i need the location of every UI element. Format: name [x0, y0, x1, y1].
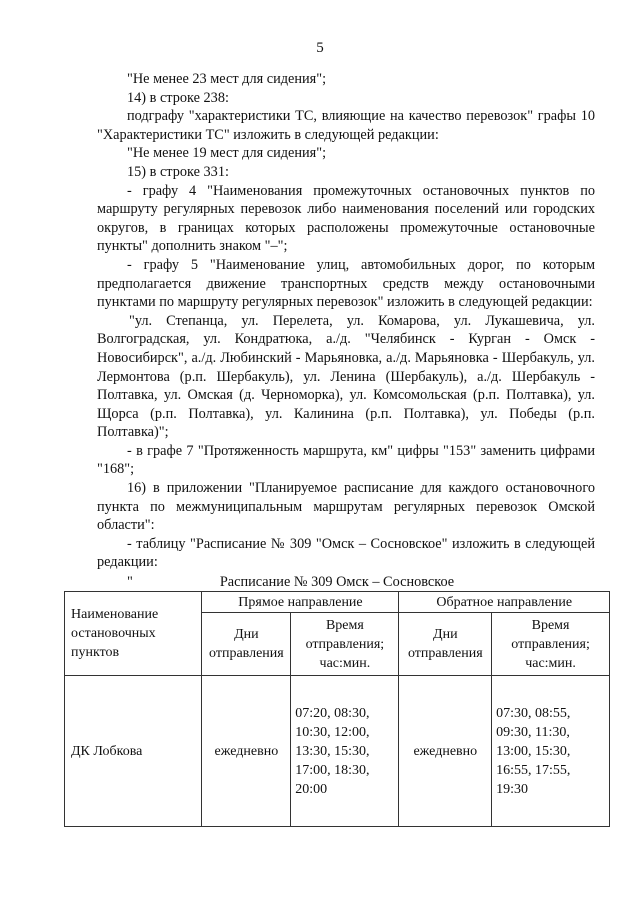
document-body: [97, 70, 595, 591]
header-forward-direction: Прямое направление: [202, 592, 399, 613]
time-line: 09:30, 11:30,: [496, 724, 570, 740]
paragraph: - графу 5 "Наименование улиц, автомобильных дорог, по которым предполагается движение транспортных средств между остановочными пунктами по маршруту регулярных перевозок" изложить в следующей редакции:: [97, 256, 595, 311]
paragraph: - таблицу "Расписание № 309 "Омск – Сосновское" изложить в следующей редакции:: [97, 535, 595, 571]
time-line: 17:00, 18:30,: [295, 762, 370, 778]
table-row: [65, 676, 610, 827]
time-line: 10:30, 12:00,: [295, 724, 370, 740]
time-line: 07:20, 08:30,: [295, 705, 370, 721]
paragraph: 15) в строке 331:: [127, 163, 229, 180]
paragraph: 16) в приложении "Планируемое расписание для каждого остановочного пункта по межмуниципальным маршрутам регулярных перевозок Омской области":: [97, 480, 595, 534]
header-backward-direction: Обратное направление: [399, 592, 610, 613]
time-line: 20:00: [295, 781, 328, 797]
time-line: 19:30: [496, 781, 529, 797]
table-header-row: [65, 592, 610, 613]
header-forward-time: Время отправления; час:мин.: [291, 613, 399, 676]
backward-days-cell: ежедневно: [399, 676, 492, 827]
paragraph: подграфу "характеристики ТС, влияющие на качество перевозок" графы 10 "Характеристики ТС" изложить в следующей редакции:: [97, 108, 595, 143]
street-list-paragraph: "ул. Степанца, ул. Перелета, ул. Комарова, ул. Лукашевича, ул. Волгоградская, ул. Кондратюка, а./д. "Челябинск - Курган - Омск - Новосибирск", а./д. Любинский - Марьяновка, а./д. Марьяновка - Шербакуль, ул. Лермонтова (р.п. Шербакуль), ул. Ленина (Шербакуль), а./д. Шербакуль - Полтавка, ул. Омская (д. Черноморка), ул. Комсомольская (р.п. Полтавка), ул. Щорса (р.п. Полтавка), ул. Калинина (р.п. Полтавка), ул. Победы (р.п. Полтавка)";: [97, 312, 595, 441]
time-line: 16:55, 17:55,: [496, 762, 571, 778]
time-line: 07:30, 08:55,: [496, 705, 571, 721]
paragraph: "Не менее 23 мест для сидения";: [127, 71, 327, 87]
header-forward-days: Дни отправления: [202, 613, 291, 676]
opening-quote-mark: ": [127, 574, 133, 591]
paragraph: - графу 4 "Наименования промежуточных остановочных пунктов по маршруту регулярных перевозок либо наименования поселений или городских округов, в границах которых расположены промежуточные остановочные пункты" дополнить знаком "–";: [97, 182, 595, 255]
forward-times-cell: [291, 676, 399, 827]
header-backward-days: Дни отправления: [399, 613, 492, 676]
forward-days-cell: ежедневно: [202, 676, 291, 827]
paragraph: 14) в строке 238:: [127, 89, 229, 106]
header-backward-time: Время отправления; час:мин.: [492, 613, 610, 676]
paragraph: - в графе 7 "Протяженность маршрута, км" цифры "153" заменить цифрами "168";: [97, 442, 595, 478]
schedule-table: [64, 591, 610, 827]
stop-name-cell: ДК Лобкова: [65, 676, 202, 827]
header-stop-name: Наименование остановочных пунктов: [65, 592, 202, 676]
time-line: 13:00, 15:30,: [496, 743, 571, 759]
table-caption: Расписание № 309 Омск – Сосновское: [219, 574, 455, 590]
page-number: 5: [316, 40, 324, 56]
backward-times-cell: [492, 676, 610, 827]
paragraph: "Не менее 19 мест для сидения";: [127, 145, 327, 162]
time-line: 13:30, 15:30,: [295, 743, 370, 759]
